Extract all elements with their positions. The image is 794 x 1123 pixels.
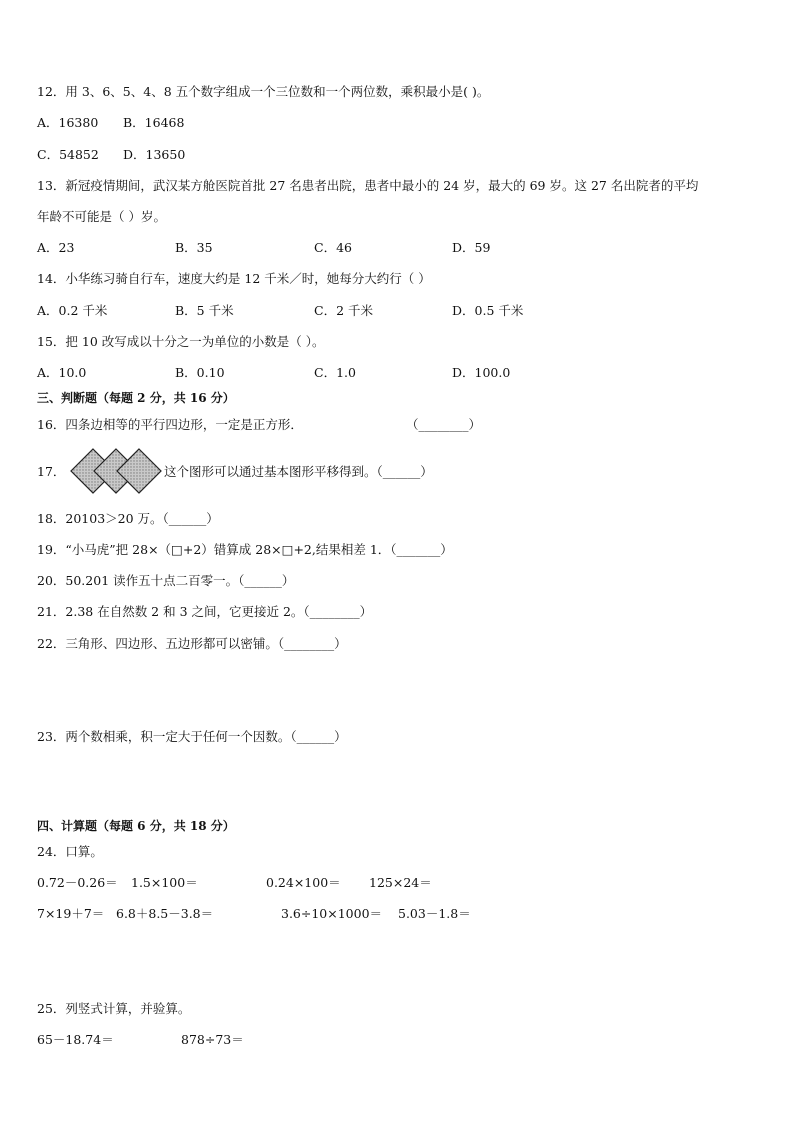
q14-option-a: A．0.2 千米 <box>37 303 108 318</box>
q12-option-b: B．16468 <box>123 115 185 130</box>
q23-text: 23．两个数相乘，积一定大于任何一个因数。（______） <box>37 729 347 744</box>
q24-item: 3.6÷10×1000＝ <box>281 906 383 921</box>
q17-text: 这个图形可以通过基本图形平移得到。（______） <box>164 464 433 479</box>
q13-option-a: A．23 <box>37 240 75 255</box>
q15-stem: 15．把 10 改写成以十分之一为单位的小数是（ ）。 <box>37 334 325 349</box>
q24-title: 24．口算。 <box>37 844 103 859</box>
q24-item: 7×19＋7＝ <box>37 906 105 921</box>
q24-item: 1.5×100＝ <box>131 875 198 890</box>
q24-item: 125×24＝ <box>369 875 432 890</box>
q22-text: 22．三角形、四边形、五边形都可以密铺。（________） <box>37 636 347 651</box>
q16-text: 16．四条边相等的平行四边形，一定是正方形． <box>37 417 303 432</box>
q17-number: 17． <box>37 464 66 479</box>
q25-item: 878÷73＝ <box>181 1032 244 1047</box>
q14-stem: 14．小华练习骑自行车，速度大约是 12 千米／时，她每分大约行（ ） <box>37 271 431 286</box>
diamond-shape-3 <box>117 449 161 493</box>
q15-option-b: B．0.10 <box>175 365 225 380</box>
q14-option-c: C．2 千米 <box>314 303 373 318</box>
q17-diamond-figure <box>70 448 162 494</box>
q15-option-d: D．100.0 <box>452 365 511 380</box>
q13-option-b: B．35 <box>175 240 213 255</box>
q14-option-b: B．5 千米 <box>175 303 234 318</box>
q21-text: 21．2.38 在自然数 2 和 3 之间，它更接近 2。（________） <box>37 604 373 619</box>
q20-text: 20．50.201 读作五十点二百零一。（______） <box>37 573 295 588</box>
q25-item: 65－18.74＝ <box>37 1032 114 1047</box>
q15-option-c: C．1.0 <box>314 365 356 380</box>
section4-title: 四、计算题（每题 6 分，共 18 分） <box>37 819 235 833</box>
q12-option-c: C．54852 <box>37 147 99 162</box>
q13-stem-line1: 13．新冠疫情期间，武汉某方舱医院首批 27 名患者出院，患者中最小的 24 岁，最大的 69 岁。这 27 名出院者的平均 <box>37 178 699 193</box>
section3-title: 三、判断题（每题 2 分，共 16 分） <box>37 391 235 405</box>
q13-stem-line2: 年龄不可能是（ ）岁。 <box>37 209 166 224</box>
q14-option-d: D．0.5 千米 <box>452 303 524 318</box>
q12-option-d: D．13650 <box>123 147 186 162</box>
q16-answer-blank: （________） <box>406 417 482 432</box>
q24-item: 0.72－0.26＝ <box>37 875 118 890</box>
q12-stem: 12．用 3、6、5、4、8 五个数字组成一个三位数和一个两位数，乘积最小是( )。 <box>37 84 490 99</box>
q15-option-a: A．10.0 <box>37 365 87 380</box>
q12-option-a: A．16380 <box>37 115 99 130</box>
q24-item: 0.24×100＝ <box>266 875 341 890</box>
q19-text: 19．“小马虎”把 28×（□+2）错算成 28×□+2,结果相差 1．（_______） <box>37 542 453 557</box>
q25-title: 25．列竖式计算，并验算。 <box>37 1001 191 1016</box>
q13-option-c: C．46 <box>314 240 352 255</box>
q24-item: 6.8＋8.5－3.8＝ <box>116 906 214 921</box>
q13-option-d: D．59 <box>452 240 491 255</box>
q24-item: 5.03－1.8＝ <box>398 906 471 921</box>
q18-text: 18．20103＞20 万。（______） <box>37 511 219 526</box>
